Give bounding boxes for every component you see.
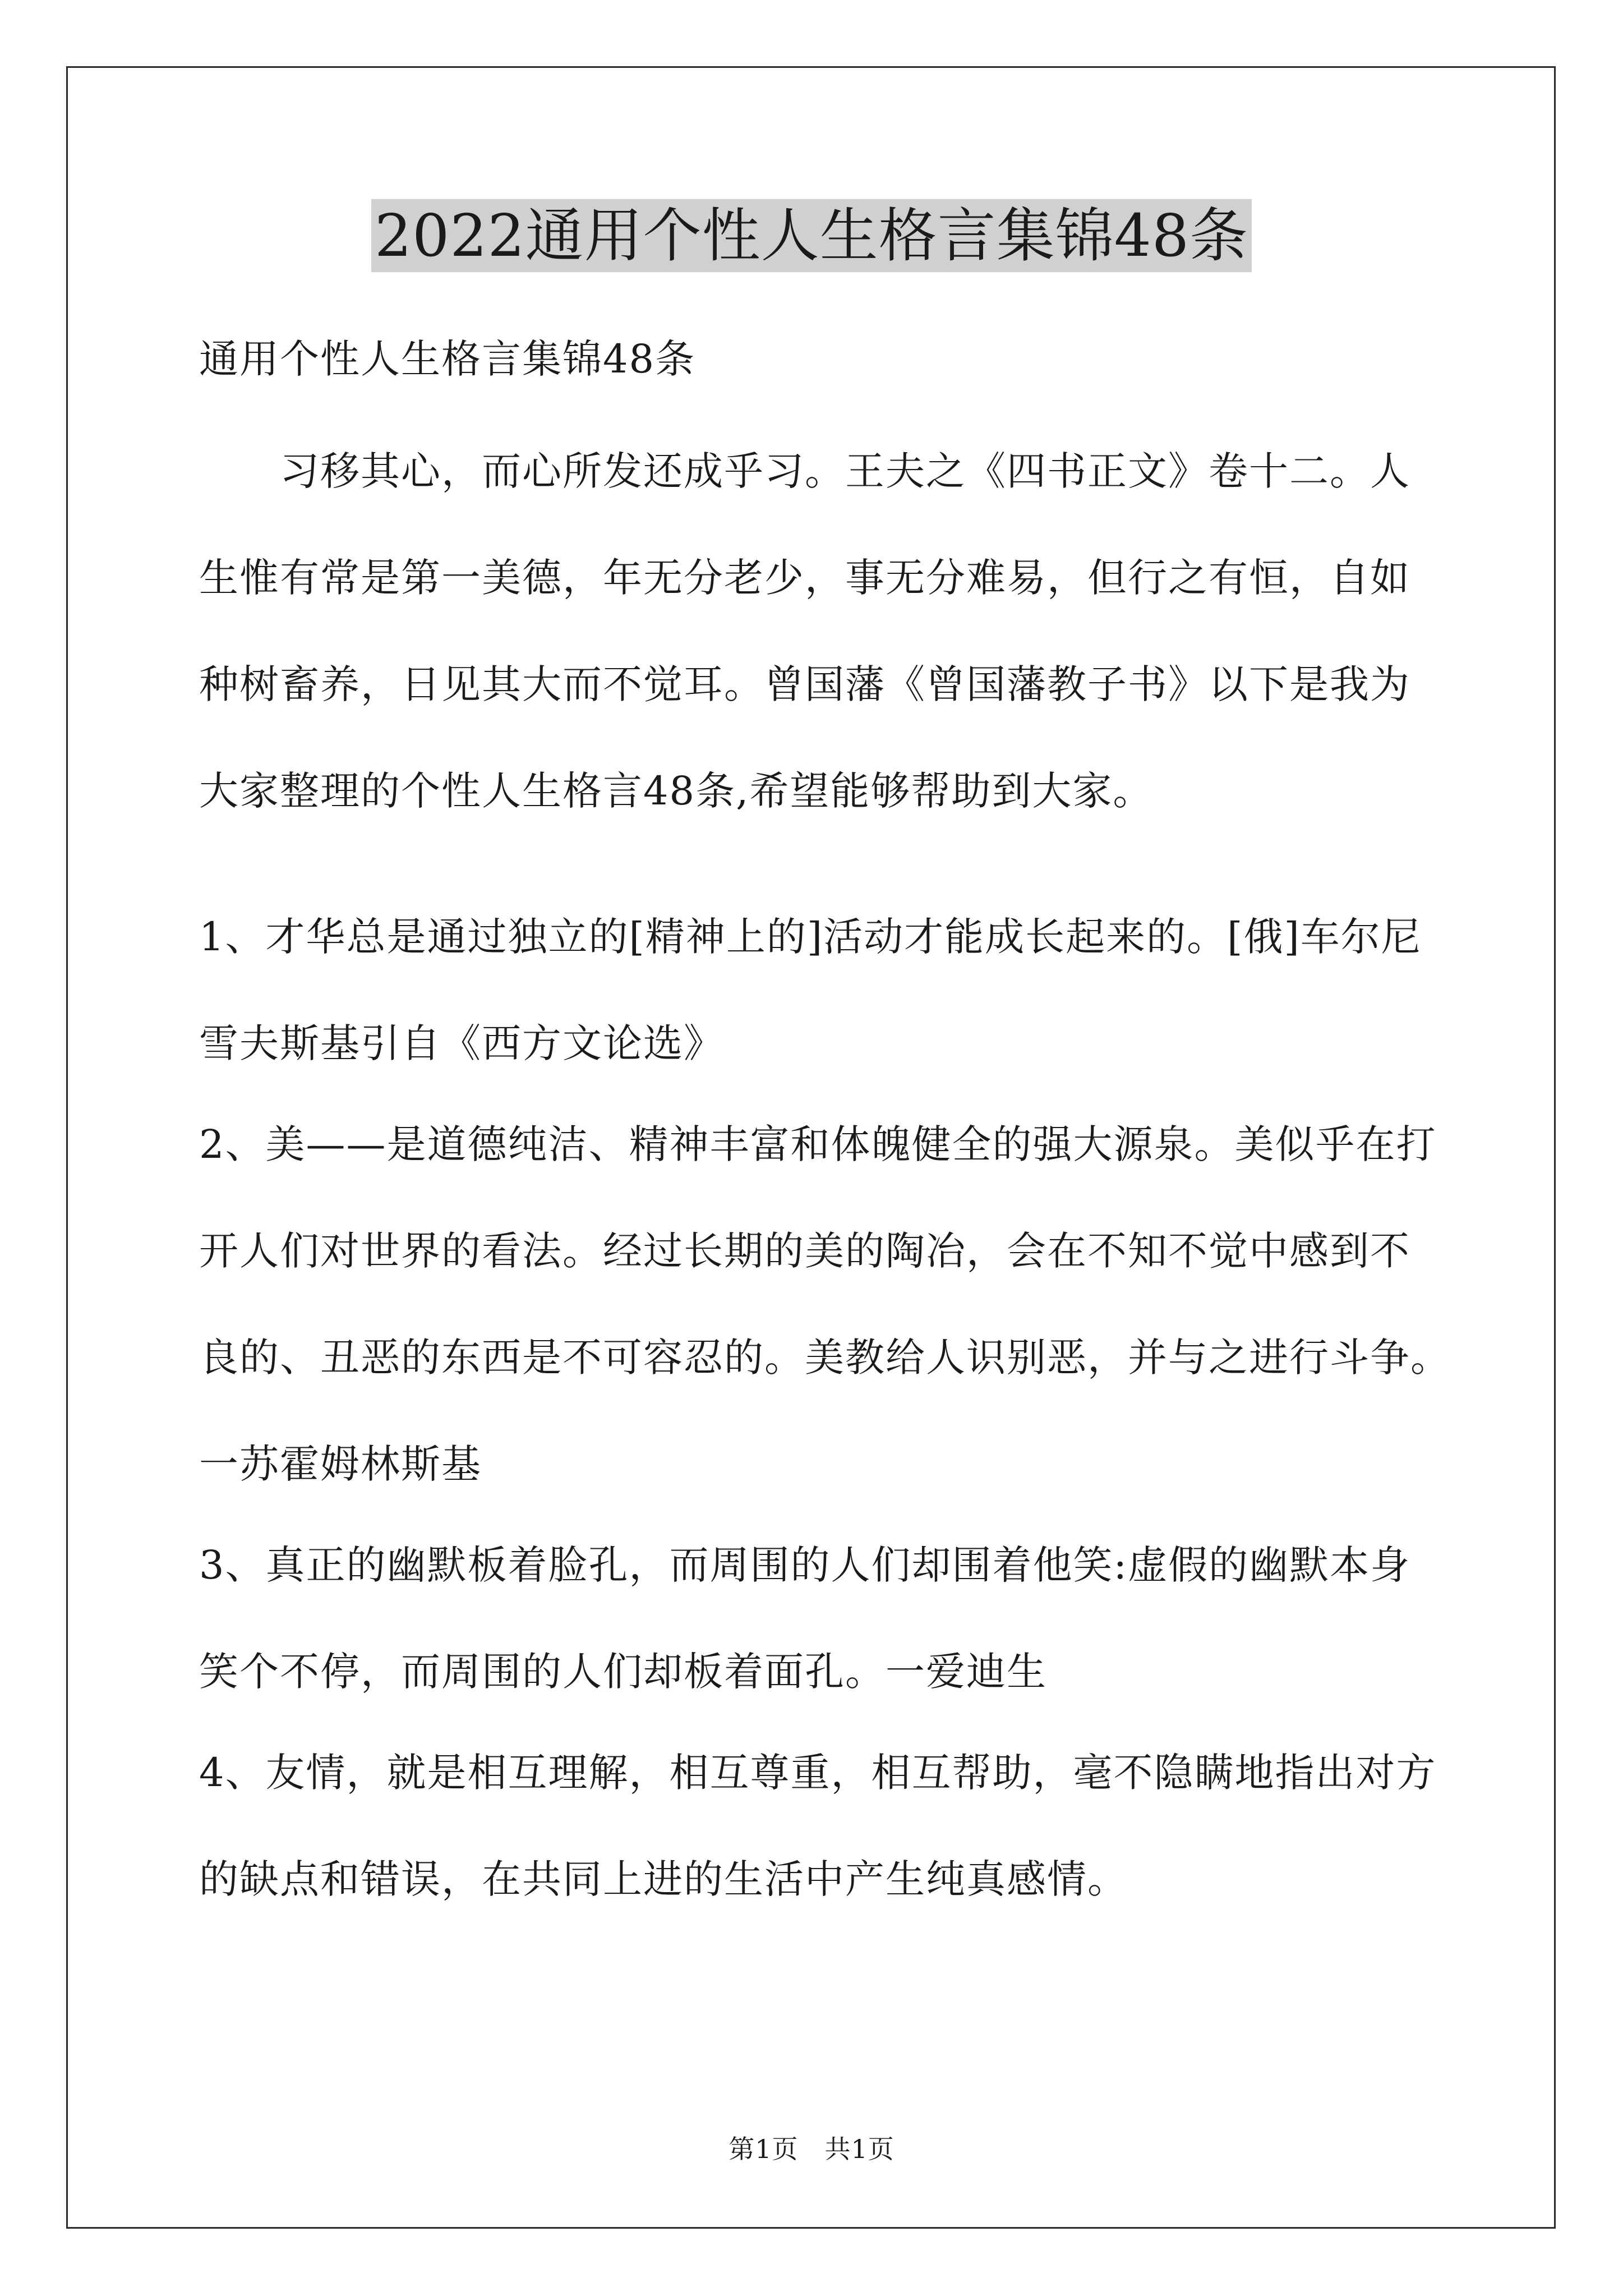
paragraph-line: 大家整理的个性人生格言48条,希望能够帮助到大家。 xyxy=(199,768,1154,814)
quote-line: 4、友情，就是相互理解，相互尊重，相互帮助，毫不隐瞒地指出对方 xyxy=(199,1750,1437,1796)
title-container xyxy=(0,199,1623,272)
page-footer: 第1页 共1页 xyxy=(728,2134,895,2164)
quote-line: 开人们对世界的看法。经过长期的美的陶冶，会在不知不觉中感到不 xyxy=(199,1228,1410,1274)
document-title: 2022通用个性人生格言集锦48条 xyxy=(371,199,1252,272)
paragraph-line: 生惟有常是第一美德，年无分老少，事无分难易，但行之有恒，自如 xyxy=(199,555,1410,601)
quote-line: 2、美——是道德纯洁、精神丰富和体魄健全的强大源泉。美似乎在打 xyxy=(199,1121,1437,1167)
quote-line: 良的、丑恶的东西是不可容忍的。美教给人识别恶，并与之进行斗争。 xyxy=(199,1335,1451,1381)
quote-line: 3、真正的幽默板着脸孔，而周围的人们却围着他笑:虚假的幽默本身 xyxy=(199,1542,1411,1588)
quote-line: 的缺点和错误，在共同上进的生活中产生纯真感情。 xyxy=(199,1856,1128,1902)
document-body xyxy=(199,306,1455,1932)
quote-line: 雪夫斯基引自《西方文论选》 xyxy=(199,1020,724,1066)
quote-line: 1、才华总是通过独立的[精神上的]活动才能成长起来的。[俄]车尔尼 xyxy=(199,914,1422,960)
quote-line: 笑个不停，而周围的人们却板着面孔。一爱迪生 xyxy=(199,1649,1047,1695)
paragraph-line: 种树畜养，日见其大而不觉耳。曾国藩《曾国藩教子书》以下是我为 xyxy=(199,661,1410,707)
document-subtitle: 通用个性人生格言集锦48条 xyxy=(199,336,696,382)
quote-line: 一苏霍姆林斯基 xyxy=(199,1441,482,1487)
paragraph-line: 习移其心，而心所发还成乎习。王夫之《四书正文》卷十二。人 xyxy=(199,448,1410,494)
